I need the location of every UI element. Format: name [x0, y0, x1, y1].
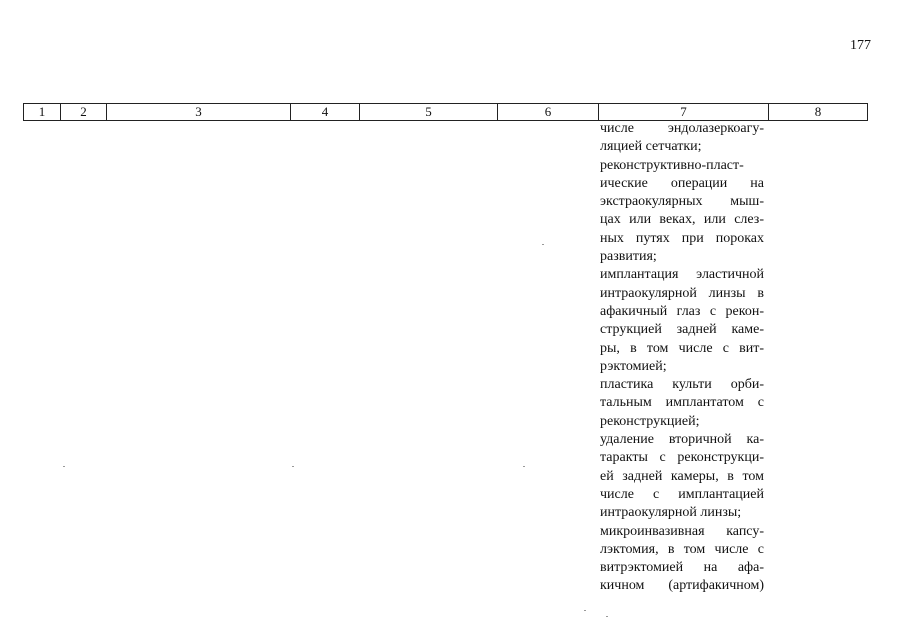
column-7-line: реконструкцией;: [600, 413, 700, 429]
header-col-3: 3: [107, 104, 291, 121]
column-7-line: лэктомия, в том числе с: [600, 541, 764, 557]
column-7-line: таракты с реконструкци-: [600, 450, 764, 466]
column-7-line: пластика культи орби-: [600, 377, 764, 393]
scan-speck: [606, 616, 608, 617]
header-col-1: 1: [24, 104, 61, 121]
header-col-5: 5: [360, 104, 498, 121]
column-7-line: ические операции на: [600, 175, 764, 191]
column-7-line: рэктомией;: [600, 358, 667, 374]
scan-speck: [584, 610, 586, 611]
page-number: 177: [850, 38, 871, 53]
column-7-line: афакичный глаз с рекон-: [600, 303, 764, 319]
column-7-line: интраокулярной линзы в: [600, 285, 764, 301]
column-7-line: имплантация эластичной: [600, 267, 764, 283]
column-7-line: реконструктивно-пласт-: [600, 157, 744, 173]
header-col-2: 2: [61, 104, 107, 121]
column-7-line: ных путях при пороках: [600, 230, 764, 246]
header-row: [24, 104, 868, 121]
header-col-7: 7: [599, 104, 769, 121]
column-7-line: интраокулярной линзы;: [600, 505, 742, 521]
header-col-8: 8: [769, 104, 868, 121]
column-7-line: цах или веках, или слез-: [600, 212, 764, 228]
column-7-line: ры, в том числе с вит-: [600, 340, 764, 356]
column-7-line: числе эндолазеркоагу-: [600, 121, 764, 136]
column-7-line: экстраокулярных мыш-: [600, 194, 764, 210]
column-7-line: удаление вторичной ка-: [600, 432, 764, 448]
column-7-line: ляцией сетчатки;: [600, 139, 702, 155]
column-7-line: ей задней камеры, в том: [600, 468, 764, 484]
column-number-header-table: [23, 103, 868, 121]
column-7-text-block: [600, 120, 764, 596]
column-7-line: микроинвазивная капсу-: [600, 523, 764, 539]
scan-speck: [63, 466, 65, 467]
column-7-line: витрэктомией на афа-: [600, 560, 764, 576]
scan-speck: [292, 466, 294, 467]
column-7-line: струкцией задней каме-: [600, 322, 764, 338]
scan-speck: [542, 244, 544, 245]
header-col-4: 4: [291, 104, 360, 121]
column-7-line: числе с имплантацией: [600, 486, 764, 502]
column-7-line: развития;: [600, 249, 657, 265]
scan-speck: [523, 466, 525, 467]
column-7-line: кичном (артифакичном): [600, 578, 764, 594]
column-7-line: тальным имплантатом с: [600, 395, 764, 411]
header-col-6: 6: [498, 104, 599, 121]
